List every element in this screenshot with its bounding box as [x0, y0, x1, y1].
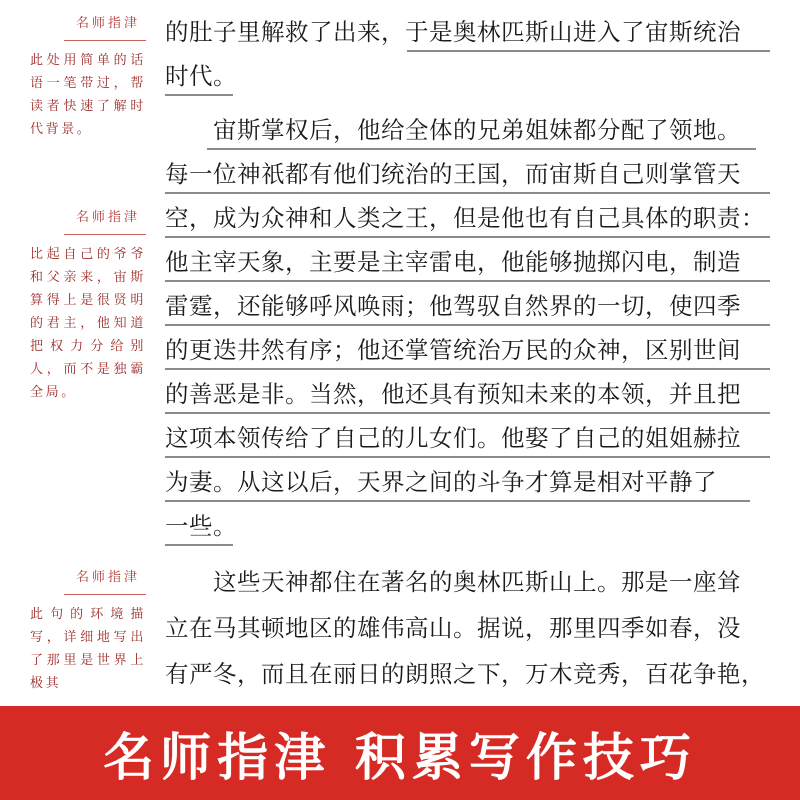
text-line	[165, 370, 770, 418]
text-line	[165, 458, 770, 506]
text-line	[165, 502, 770, 550]
line-text: 每一位神祇都有他们统治的王国，而宙斯自己则掌管天	[165, 160, 741, 188]
underline	[165, 94, 233, 96]
text-line	[165, 238, 770, 286]
text-line	[165, 282, 770, 330]
margin-notes	[0, 0, 150, 705]
text-line	[165, 650, 770, 698]
note-divider	[64, 234, 146, 235]
line-text: 雷霆，还能够呼风唤雨；他驾驭自然界的一切，使四季	[165, 292, 741, 320]
text-line	[165, 558, 770, 606]
line-text: 一些。	[165, 512, 237, 540]
text-line	[165, 414, 770, 462]
text-line	[165, 52, 770, 100]
underline	[165, 544, 233, 546]
note-text: 比起自己的爷爷和父亲来，宙斯算得上是很贤明的君主，他知道把权力分给别人，而不是独霸全局。	[30, 247, 146, 400]
line-text: 为妻。从这以后，天界之间的斗争才算是相对平静了	[165, 468, 717, 496]
line-text: 这项本领传给了自己的儿女们。他娶了自己的姐姐赫拉	[165, 424, 741, 452]
note-title: 名师指津	[75, 570, 140, 585]
promo-banner	[0, 706, 800, 800]
note-title: 名师指津	[75, 210, 140, 225]
line-text: 的善恶是非。当然，他还具有预知未来的本领，并且把	[165, 380, 741, 408]
note-text: 此句的环境描写，详细地写出了那里是世界上极其	[30, 607, 146, 691]
text-line	[165, 604, 770, 652]
line-text: 的肚子里解救了出来，于是奥林匹斯山进入了宙斯统治	[165, 18, 741, 46]
line-text: 宙斯掌权后，他给全体的兄弟姐妹都分配了领地。	[213, 116, 741, 144]
note-title: 名师指津	[75, 16, 140, 31]
line-text: 有严冬，而且在丽日的朗照之下，万木竞秀，百花争艳，	[165, 660, 765, 688]
note-text: 此处用简单的话语一笔带过，帮读者快速了解时代背景。	[30, 53, 146, 137]
text-line	[165, 326, 770, 374]
line-text: 时代。	[165, 62, 237, 90]
line-text: 他主宰天象，主要是主宰雷电，他能够抛掷闪电，制造	[165, 248, 741, 276]
margin-note	[30, 12, 146, 141]
margin-note	[30, 566, 146, 695]
note-divider	[64, 40, 146, 41]
line-text: 的更迭井然有序；他还掌管统治万民的众神，区别世间	[165, 336, 741, 364]
banner-text: 名师指津 积累写作技巧	[103, 729, 697, 788]
margin-note	[30, 206, 146, 404]
line-text: 这些天神都住在著名的奥林匹斯山上。那是一座耸	[213, 568, 741, 596]
text-line	[165, 106, 770, 154]
text-line	[165, 194, 770, 242]
note-divider	[64, 594, 146, 595]
body-text	[165, 0, 770, 705]
line-text: 立在马其顿地区的雄伟高山。据说，那里四季如春，没	[165, 614, 741, 642]
line-text: 空，成为众神和人类之王，但是他也有自己具体的职责：	[165, 204, 765, 232]
text-line	[165, 150, 770, 198]
text-line	[165, 8, 770, 56]
